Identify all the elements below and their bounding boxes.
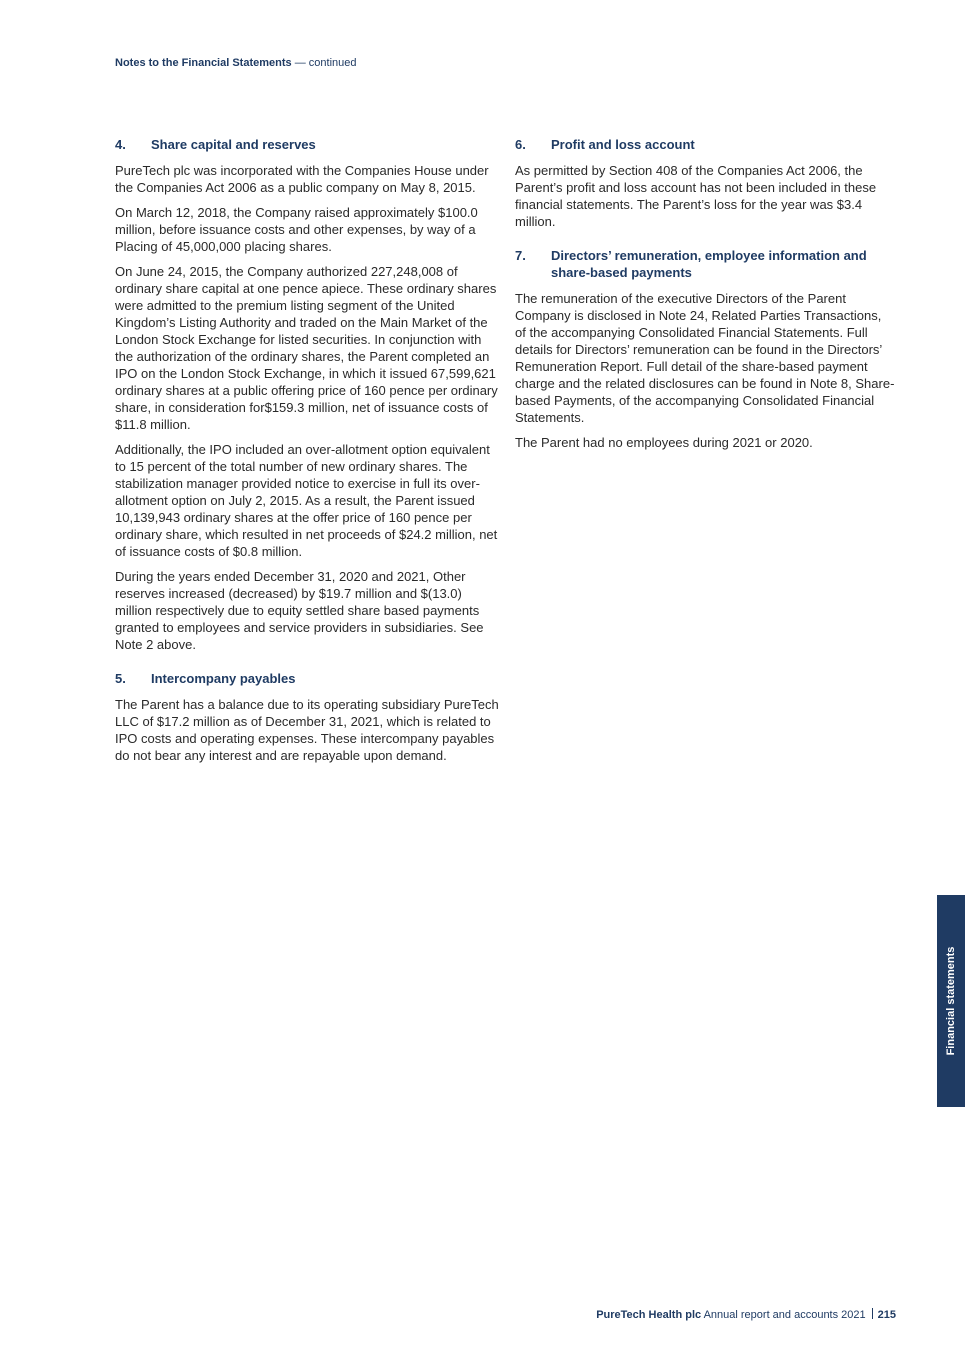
section-title: Intercompany payables: [151, 671, 296, 686]
section-title: Directors’ remuneration, employee information and share-based payments: [551, 248, 867, 280]
paragraph: Additionally, the IPO included an over-allotment option equivalent to 15 percent of the total number of new ordinary shares. The stabilization manager provided notice to exercise in full its over-allotment option on July 2, 2015. As a result, the Parent issued 10,139,943 ordinary shares at the offer price of 160 pence per ordinary share, which resulted in net proceeds of $24.2 million, net of issuance costs of $0.8 million.: [115, 442, 498, 559]
paragraph: PureTech plc was incorporated with the Companies House under the Companies Act 2006 as a public company on May 8, 2015.: [115, 163, 489, 195]
section-heading: [515, 136, 895, 153]
footer-document-title: Annual report and accounts 2021: [703, 1309, 866, 1321]
side-tab-label: Financial statements: [945, 946, 957, 1056]
paragraph: On March 12, 2018, the Company raised approximately $100.0 million, before issuance costs and other expenses, by way of a Placing of 45,000,000 placing shares.: [115, 205, 478, 254]
paragraph: During the years ended December 31, 2020 and 2021, Other reserves increased (decreased) by $19.7 million and $(13.0) million respectively due to equity settled share based payments granted to employees and service providers in subsidiaries. See Note 2 above.: [115, 569, 484, 652]
section-number: 6.: [515, 137, 526, 152]
section-number: 5.: [115, 671, 126, 686]
paragraph: On June 24, 2015, the Company authorized 227,248,008 of ordinary share capital at one pence apiece. These ordinary shares were admitted to the premium listing segment of the United Kingdom’s Listing Authority and traded on the Main Market of the London Stock Exchange for listed securities. In conjunction with the authorization of the ordinary shares, the Parent completed an IPO on the London Stock Exchange, in which it issued 67,599,621 ordinary shares at a public offering price of 160 pence per ordinary share, in consideration for$159.3 million, net of issuance costs of $11.8 million.: [115, 264, 498, 432]
footer-divider: [872, 1308, 873, 1319]
section-title: Profit and loss account: [551, 137, 695, 152]
paragraph: The Parent had no employees during 2021 or 2020.: [515, 435, 813, 450]
paragraph: The remuneration of the executive Directors of the Parent Company is disclosed in Note 24, Related Parties Transactions, of the accompanying Consolidated Financial Statements. Full details for Directors’ remuneration can be found in the Directors’ Remuneration Report. Full detail of the share-based payment charge and the related disclosures can be found in Note 8, Share-based Payments, of the accompanying Consolidated Financial Statements.: [515, 291, 895, 425]
running-header-suffix: — continued: [294, 57, 357, 69]
section-heading: [515, 247, 895, 281]
page-number: 215: [877, 1309, 896, 1321]
footer-brand: PureTech Health plc: [596, 1309, 702, 1321]
paragraph: As permitted by Section 408 of the Companies Act 2006, the Parent’s profit and loss account has not been included in these financial statements. The Parent’s loss for the year was $3.4 million.: [515, 163, 877, 229]
section-profit-loss: [515, 136, 895, 230]
section-number: 7.: [515, 248, 526, 263]
section-intercompany-payables: [115, 670, 500, 764]
section-heading: [115, 670, 500, 687]
section-directors-remuneration: [515, 247, 895, 451]
right-column: [515, 136, 895, 468]
left-column: [115, 136, 500, 781]
page-footer: [596, 1308, 896, 1321]
side-tab-financial-statements[interactable]: [937, 895, 965, 1107]
section-title: Share capital and reserves: [151, 137, 316, 152]
section-share-capital: [115, 136, 500, 653]
running-header: [115, 57, 356, 69]
running-header-title: Notes to the Financial Statements: [115, 57, 292, 69]
paragraph: The Parent has a balance due to its operating subsidiary PureTech LLC of $17.2 million as of December 31, 2021, which is related to IPO costs and operating expenses. These intercompany payables do not bear any interest and are repayable upon demand.: [115, 697, 499, 763]
section-number: 4.: [115, 137, 126, 152]
section-heading: [115, 136, 500, 153]
